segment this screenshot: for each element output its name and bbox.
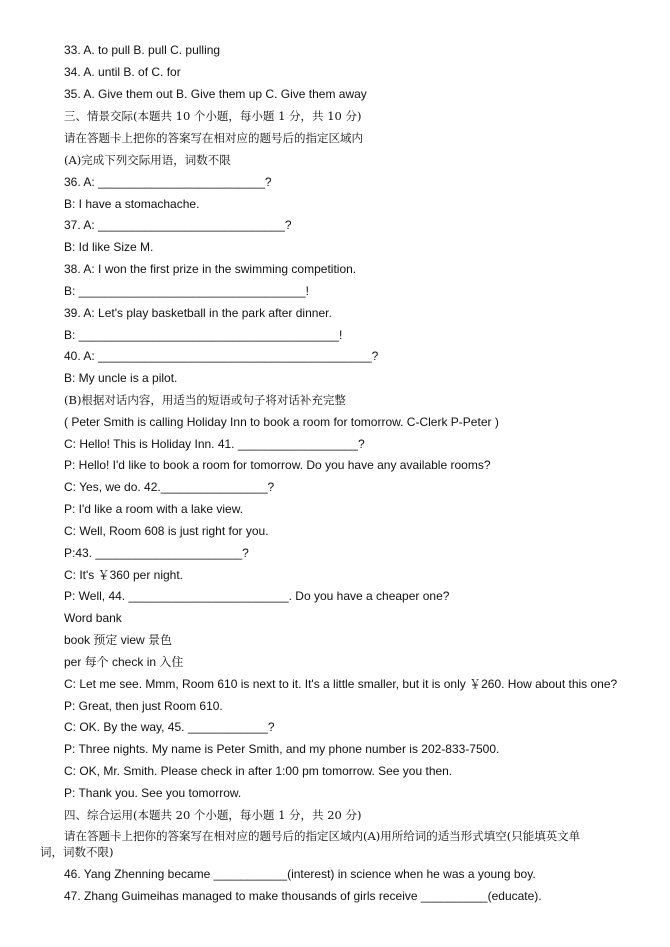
word-bank-row: per 每个 check in 入住 [64, 655, 184, 669]
dialogue-line: B: _______________________________________! [64, 328, 343, 342]
dialogue-line: P: Great, then just Room 610. [64, 699, 223, 713]
dialogue-line: C: OK. By the way, 45. ____________? [64, 720, 275, 734]
dialogue-line: B: Id like Size M. [64, 240, 154, 254]
instruction-line-wrapped: 请在答题卡上把你的答案写在相对应的题号后的指定区域内(A)用所给词的适当形式填空(只能填英文单词，词数不限) [40, 829, 581, 859]
dialogue-line: P: Hello! I'd like to book a room for tomorrow. Do you have any available rooms? [64, 458, 491, 472]
option-line-33: 33. A. to pull B. pull C. pulling [64, 43, 221, 57]
part-a-heading: (A)完成下列交际用语，词数不限 [64, 153, 231, 167]
context-line: ( Peter Smith is calling Holiday Inn to book a room for tomorrow. C-Clerk P-Peter ) [64, 415, 499, 429]
dialogue-line: P: I'd like a room with a lake view. [64, 502, 244, 516]
part-b-heading: (B)根据对话内容，用适当的短语或句子将对话补充完整 [64, 393, 346, 407]
dialogue-line: C: Well, Room 608 is just right for you. [64, 524, 269, 538]
dialogue-line: C: It's ￥360 per night. [64, 568, 184, 582]
instruction-line: 请在答题卡上把你的答案写在相对应的题号后的指定区域内 [64, 131, 363, 145]
dialogue-line: P: Three nights. My name is Peter Smith, and my phone number is 202-833-7500. [64, 742, 500, 756]
dialogue-line: P: Thank you. See you tomorrow. [64, 786, 242, 800]
dialogue-line: 40. A: _________________________________________? [64, 349, 379, 363]
dialogue-line: C: Hello! This is Holiday Inn. 41. __________________? [64, 437, 365, 451]
dialogue-line: B: I have a stomachache. [64, 197, 200, 211]
option-line-35: 35. A. Give them out B. Give them up C. Give them away [64, 87, 367, 101]
word-bank-row: book 预定 view 景色 [64, 633, 173, 647]
section-heading-4: 四、综合运用(本题共 20 个小题，每小题 1 分，共 20 分) [64, 808, 362, 822]
dialogue-line: B: __________________________________! [64, 284, 309, 298]
question-line-47: 47. Zhang Guimeihas managed to make thousands of girls receive __________(educate). [64, 889, 542, 903]
dialogue-line: P: Well, 44. ________________________. Do you have a cheaper one? [64, 589, 450, 603]
dialogue-line: C: Let me see. Mmm, Room 610 is next to it. It's a little smaller, but it is only ￥260. How about this one? [64, 677, 618, 691]
option-line-34: 34. A. until B. of C. for [64, 65, 181, 79]
dialogue-line: 36. A: _________________________? [64, 175, 272, 189]
question-line-46: 46. Yang Zhenning became ___________(interest) in science when he was a young boy. [64, 867, 536, 881]
section-heading-3: 三、情景交际(本题共 10 个小题，每小题 1 分，共 10 分) [64, 109, 362, 123]
dialogue-line: B: My uncle is a pilot. [64, 371, 178, 385]
dialogue-line: 37. A: ____________________________? [64, 218, 292, 232]
dialogue-line: P:43. ______________________? [64, 546, 249, 560]
dialogue-line: 38. A: I won the first prize in the swimming competition. [64, 262, 357, 276]
dialogue-line: C: Yes, we do. 42.________________? [64, 480, 275, 494]
dialogue-line: C: OK, Mr. Smith. Please check in after 1:00 pm tomorrow. See you then. [64, 764, 453, 778]
word-bank-title: Word bank [64, 611, 122, 625]
dialogue-line: 39. A: Let's play basketball in the park after dinner. [64, 306, 332, 320]
